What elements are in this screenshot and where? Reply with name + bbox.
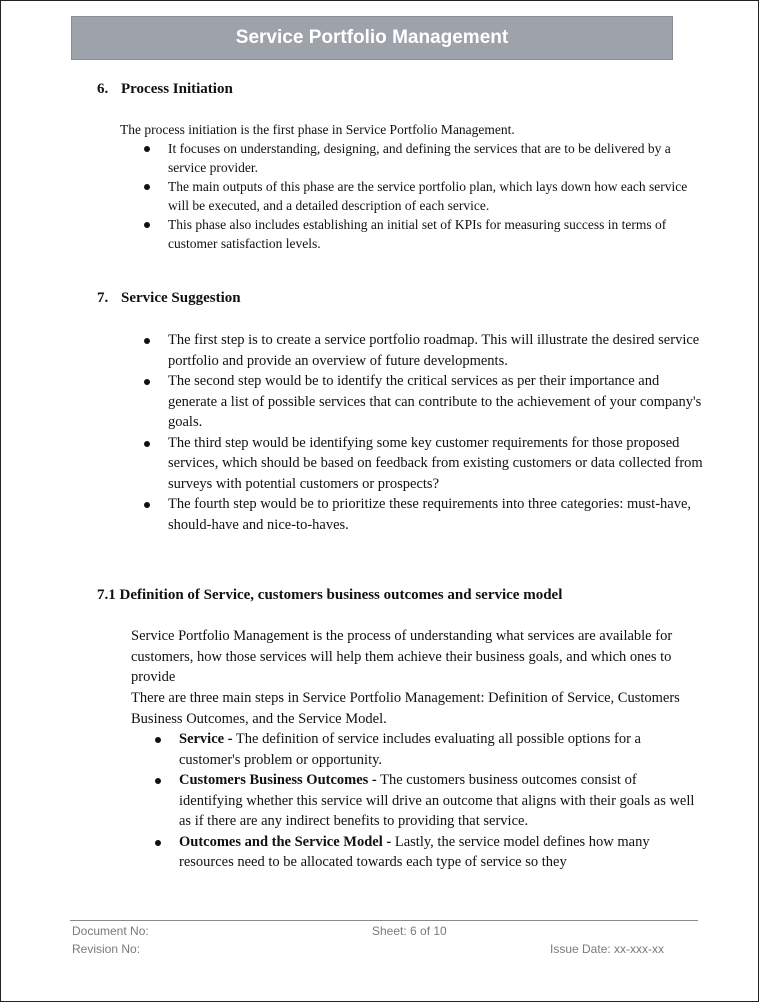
section-7-title: Service Suggestion	[121, 290, 241, 306]
list-item: This phase also includes establishing an initial set of KPIs for measuring success in terms of customer satisfaction levels.	[168, 215, 698, 253]
section-6-number: 6.	[97, 81, 109, 97]
footer-divider	[70, 920, 698, 921]
list-item: Customers Business Outcomes - The customers business outcomes consist of identifying whether this service will drive an outcome that aligns with their goals as well as if there are any indirect benefits to providing that service.	[179, 770, 699, 832]
footer-issue-date: Issue Date: xx-xxx-xx	[550, 942, 665, 956]
section-7-1-heading: 7.1 Definition of Service, customers business outcomes and service model	[97, 587, 563, 603]
footer-document-no: Document No:	[72, 924, 149, 938]
section-7-heading	[97, 290, 241, 307]
list-item: The fourth step would be to prioritize these requirements into three categories: must-have, should-have and nice-to-haves.	[168, 494, 703, 535]
section-7-1-bullet-list	[179, 729, 699, 873]
section-6-bullet-list	[168, 139, 698, 253]
section-6-title: Process Initiation	[121, 81, 233, 97]
footer-revision-no: Revision No:	[72, 942, 141, 956]
section-7-1-paragraph-1: Service Portfolio Management is the process of understanding what services are available for customers, how those services will help them achieve their business goals, and which ones to provide	[131, 628, 673, 685]
bullet-icon	[144, 379, 150, 385]
bullet-icon	[144, 146, 150, 152]
list-item: The main outputs of this phase are the service portfolio plan, which lays down how each service will be executed, and a detailed description of each service.	[168, 177, 698, 215]
list-item: Outcomes and the Service Model - Lastly, the service model defines how many resources need to be allocated towards each type of service so they	[179, 832, 699, 873]
bullet-icon	[144, 502, 150, 508]
bullet-icon	[144, 441, 150, 447]
section-7-bullet-list	[168, 330, 703, 535]
document-title: Service Portfolio Management	[235, 27, 509, 48]
list-item: Service - The definition of service includes evaluating all possible options for a customer's problem or opportunity.	[179, 729, 699, 770]
list-item: The first step is to create a service portfolio roadmap. This will illustrate the desired service portfolio and provide an overview of future developments.	[168, 330, 703, 371]
list-item: The third step would be identifying some key customer requirements for those proposed services, which should be based on feedback from existing customers or data collected from surveys with potential customers or prospects?	[168, 433, 703, 495]
section-6-heading	[97, 81, 233, 98]
section-7-number: 7.	[97, 290, 109, 306]
list-item: The second step would be to identify the critical services as per their importance and generate a list of possible services that can contribute to the achievement of your company's goals.	[168, 371, 703, 433]
list-item: It focuses on understanding, designing, and defining the services that are to be delivered by a service provider.	[168, 139, 698, 177]
bullet-icon	[144, 338, 150, 344]
footer-sheet: Sheet: 6 of 10	[372, 924, 447, 938]
bullet-icon	[155, 737, 161, 743]
bullet-icon	[144, 222, 150, 228]
bullet-icon	[155, 778, 161, 784]
section-6-intro: The process initiation is the first phase in Service Portfolio Management.	[120, 122, 515, 137]
bullet-icon	[155, 840, 161, 846]
bullet-icon	[144, 184, 150, 190]
document-title-bar	[71, 16, 673, 60]
section-7-1-paragraph-2: There are three main steps in Service Portfolio Management: Definition of Service, Customers Business Outcomes, and the Service Model.	[131, 690, 680, 727]
